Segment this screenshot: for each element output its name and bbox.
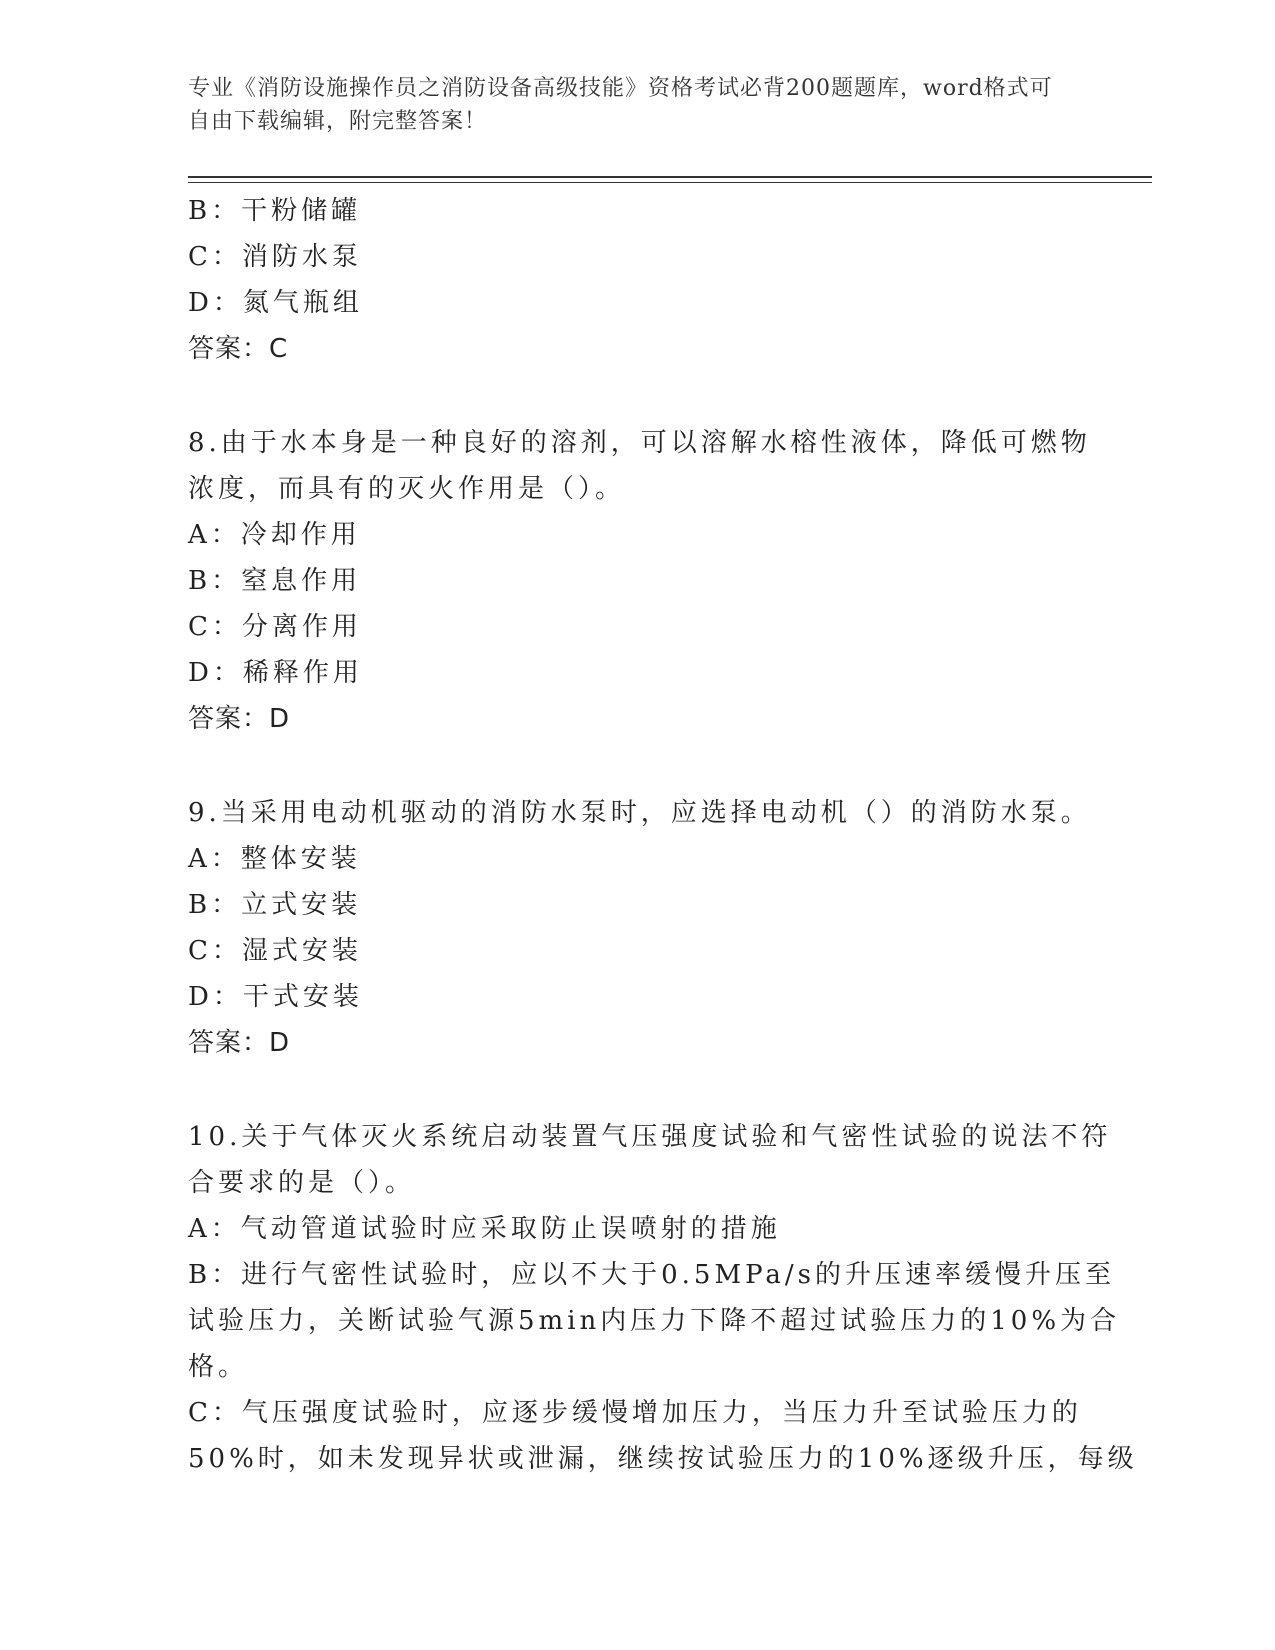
q9-option-a: A：整体安装: [188, 844, 361, 874]
q10-option-c-line-1: C：气压强度试验时，应逐步缓慢增加压力，当压力升至试验压力的: [188, 1398, 1082, 1428]
q9-option-b: B：立式安装: [188, 890, 362, 920]
q8-option-c: C：分离作用: [188, 612, 362, 642]
question-9-stem: 9.当采用电动机驱动的消防水泵时，应选择电动机（）的消防水泵。: [188, 798, 1091, 828]
q10-option-b-line-3: 格。: [188, 1352, 249, 1382]
answer: 答案：C: [188, 334, 289, 364]
q8-option-d: D：稀释作用: [188, 658, 363, 688]
q10-option-c-line-2: 50%时，如未发现异状或泄漏，继续按试验压力的10%逐级升压，每级: [188, 1444, 1138, 1474]
option-d: D：氮气瓶组: [188, 288, 363, 318]
header-rule-thin: [188, 182, 1152, 183]
q10-option-b-line-2: 试验压力，关断试验气源5min内压力下降不超过试验压力的10%为合: [188, 1306, 1121, 1336]
question-content: [188, 188, 1138, 1482]
question-8-stem-line-1: 8.由于水本身是一种良好的溶剂，可以溶解水榕性液体，降低可燃物: [188, 428, 1091, 458]
question-10-stem-line-2: 合要求的是（）。: [188, 1168, 416, 1198]
header-rule-thick: [188, 176, 1152, 178]
q8-option-a: A：冷却作用: [188, 520, 361, 550]
option-b: B：干粉储罐: [188, 196, 362, 226]
q9-answer: 答案：D: [188, 1028, 291, 1058]
q10-option-a: A：气动管道试验时应采取防止误喷射的措施: [188, 1214, 781, 1244]
q8-option-b: B：窒息作用: [188, 566, 362, 596]
q9-option-d: D：干式安装: [188, 982, 363, 1012]
q10-option-b-line-1: B：进行气密性试验时，应以不大于0.5MPa/s的升压速率缓慢升压至: [188, 1260, 1116, 1290]
q9-option-c: C：湿式安装: [188, 936, 362, 966]
option-c: C：消防水泵: [188, 242, 362, 272]
question-10-stem-line-1: 10.关于气体灭火系统启动装置气压强度试验和气密性试验的说法不符: [188, 1122, 1112, 1152]
question-8-stem-line-2: 浓度，而具有的灭火作用是（）。: [188, 474, 626, 504]
q8-answer: 答案：D: [188, 704, 291, 734]
page-header: 专业《消防设施操作员之消防设备高级技能》资格考试必背200题题库，word格式可自由下载编辑，附完整答案！: [188, 76, 1053, 134]
